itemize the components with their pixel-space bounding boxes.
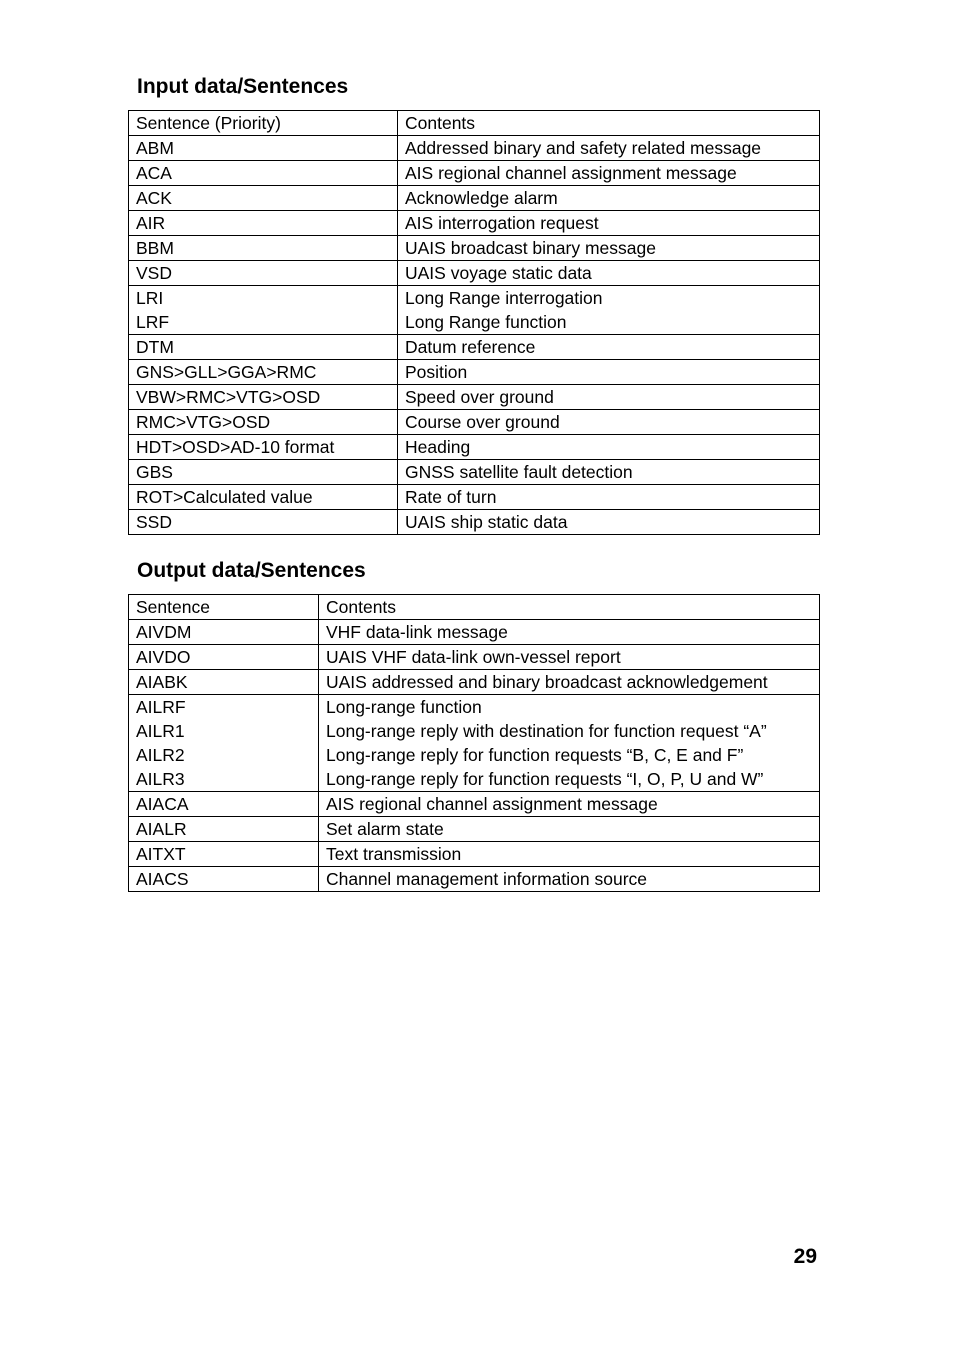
contents-text: Datum reference [405,337,536,357]
contents-text: AIS regional channel assignment message [326,794,658,814]
sentence-cell [129,867,319,892]
contents-cell [398,335,820,360]
contents-text: Heading [405,437,471,457]
table-row [129,136,820,161]
table-row [129,842,820,867]
contents-cell [398,161,820,186]
sentence-text: SSD [136,512,172,532]
sentence-text: AILR1 [136,721,185,741]
contents-text: VHF data-link message [326,622,508,642]
contents-cell [398,510,820,535]
table-header-row [129,595,820,620]
sentence-text: GBS [136,462,173,482]
contents-text: GNSS satellite fault detection [405,462,633,482]
table-row [129,620,820,645]
contents-cell [319,645,820,670]
contents-text: Speed over ground [405,387,554,407]
table-row [129,385,820,410]
sentence-text: VSD [136,263,172,283]
contents-text: Addressed binary and safety related message [405,138,762,158]
sentence-text: AIR [136,213,166,233]
header-sentence: Sentence [129,595,319,620]
contents-cell [398,211,820,236]
input-section-title: Input data/Sentences [137,75,349,98]
output-sentences-table [128,594,820,892]
table-row [129,286,820,335]
page-number: 29 [793,1245,817,1268]
contents-cell [398,360,820,385]
sentence-cell [129,335,398,360]
table-row [129,161,820,186]
table-header-row [129,111,820,136]
sentence-cell [129,695,319,792]
contents-text: AIS regional channel assignment message [405,163,737,183]
sentence-text: AIABK [136,672,188,692]
contents-cell [398,410,820,435]
sentence-text: AIALR [136,819,187,839]
contents-text: UAIS broadcast binary message [405,238,656,258]
sentence-text: RMC>VTG>OSD [136,412,271,432]
table-row [129,410,820,435]
contents-text: Long Range interrogation [405,288,603,308]
contents-cell [398,435,820,460]
table-row [129,485,820,510]
sentence-text: AILR2 [136,745,185,765]
header-contents: Contents [398,111,820,136]
sentence-text: AILRF [136,697,186,717]
sentence-text: HDT>OSD>AD-10 format [136,437,335,457]
sentence-cell [129,261,398,286]
sentence-text: GNS>GLL>GGA>RMC [136,362,317,382]
sentence-cell [129,485,398,510]
table-row [129,236,820,261]
output-table-body [129,595,820,892]
table-row [129,186,820,211]
sentence-cell [129,792,319,817]
sentence-text: ACK [136,188,172,208]
sentence-cell [129,186,398,211]
sentence-cell [129,236,398,261]
contents-cell [398,286,820,335]
header-contents: Contents [319,595,820,620]
sentence-cell [129,817,319,842]
input-sentences-table [128,110,820,535]
sentence-text: ABM [136,138,174,158]
contents-text: UAIS addressed and binary broadcast acknowledgement [326,672,768,692]
sentence-cell [129,286,398,335]
sentence-cell [129,510,398,535]
sentence-cell [129,645,319,670]
contents-text: Channel management information source [326,869,648,889]
contents-text: Set alarm state [326,819,444,839]
table-row [129,435,820,460]
contents-cell [319,867,820,892]
sentence-cell [129,670,319,695]
contents-text: UAIS voyage static data [405,263,592,283]
sentence-text: AIVDO [136,647,191,667]
sentence-cell [129,620,319,645]
contents-text: Course over ground [405,412,560,432]
table-row [129,817,820,842]
sentence-cell [129,136,398,161]
contents-text: Position [405,362,468,382]
table-row [129,645,820,670]
contents-cell [398,186,820,211]
sentence-text: VBW>RMC>VTG>OSD [136,387,321,407]
table-row [129,670,820,695]
sentence-text: ROT>Calculated value [136,487,313,507]
contents-text: UAIS VHF data-link own-vessel report [326,647,621,667]
sentence-text: AIACA [136,794,189,814]
contents-text: UAIS ship static data [405,512,568,532]
sentence-text: AITXT [136,844,186,864]
sentence-cell [129,385,398,410]
sentence-text: AILR3 [136,769,185,789]
contents-text: Long-range reply with destination for function request “A” [326,721,767,741]
contents-cell [398,485,820,510]
contents-cell [319,695,820,792]
sentence-text: AIVDM [136,622,192,642]
sentence-cell [129,211,398,236]
contents-cell [319,792,820,817]
sentence-cell [129,410,398,435]
contents-cell [398,236,820,261]
contents-text: Long Range function [405,312,567,332]
contents-cell [398,460,820,485]
table-row [129,510,820,535]
sentence-text: ACA [136,163,172,183]
contents-text: Long-range reply for function requests “B, C, E and F” [326,745,744,765]
table-row [129,335,820,360]
sentence-text: BBM [136,238,174,258]
sentence-cell [129,360,398,385]
table-row [129,792,820,817]
sentence-text: AIACS [136,869,189,889]
contents-text: Text transmission [326,844,462,864]
table-row [129,867,820,892]
sentence-text: DTM [136,337,174,357]
output-section-title: Output data/Sentences [137,559,366,582]
sentence-cell [129,161,398,186]
contents-text: AIS interrogation request [405,213,599,233]
contents-cell [319,670,820,695]
sentence-cell [129,460,398,485]
input-table-body [129,111,820,535]
header-sentence: Sentence (Priority) [129,111,398,136]
table-row [129,695,820,792]
contents-cell [319,817,820,842]
contents-text: Acknowledge alarm [405,188,558,208]
sentence-cell [129,435,398,460]
contents-cell [398,261,820,286]
table-row [129,460,820,485]
table-row [129,360,820,385]
sentence-text: LRF [136,312,170,332]
contents-text: Long-range function [326,697,482,717]
contents-cell [398,136,820,161]
contents-cell [398,385,820,410]
contents-cell [319,842,820,867]
sentence-text: LRI [136,288,164,308]
table-row [129,211,820,236]
table-row [129,261,820,286]
sentence-cell [129,842,319,867]
contents-text: Long-range reply for function requests “I, O, P, U and W” [326,769,764,789]
contents-text: Rate of turn [405,487,497,507]
contents-cell [319,620,820,645]
